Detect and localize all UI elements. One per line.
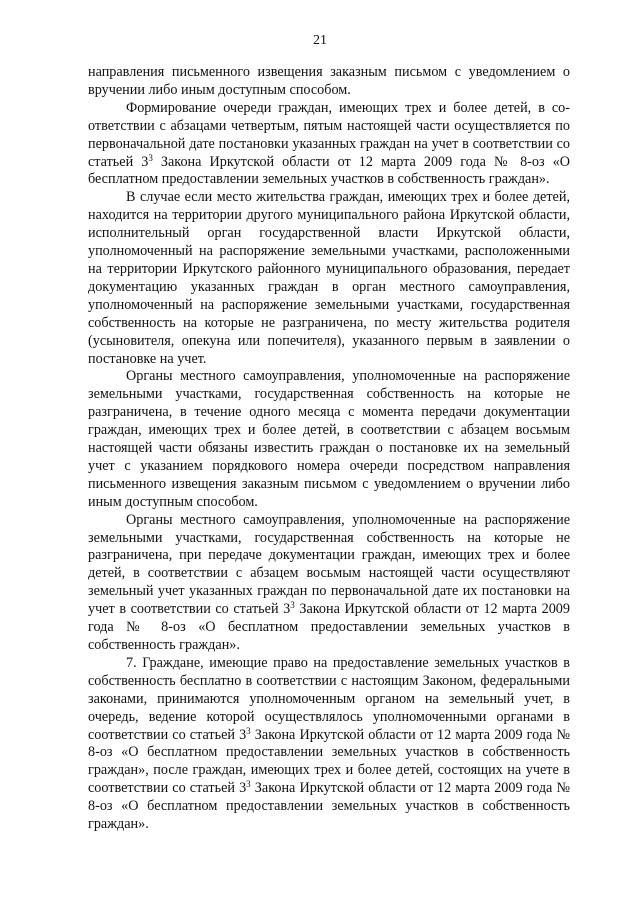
paragraph (88, 100, 570, 190)
paragraph (88, 189, 570, 368)
paragraph (88, 368, 570, 511)
paragraph-text: Закона Иркутской области от 12 марта 2009 года № 8-оз «О бесплатном предоставлении земельных участков в собственность граждан». (88, 780, 571, 833)
document-body (88, 64, 570, 834)
paragraph-text: Органы местного самоуправления, уполномоченные на распоряжение земельными участками, государственная собственность на которые не разграничена, при передаче документации граждан, имеющих трех и более детей, в соответствии с абзацем восьмым настоящей части осуществляют земельный учет указанных граждан по первоначальной дате их постановки на учет в соответствии со статьей 3 (88, 511, 570, 618)
paragraph-text: Формирование очереди граждан, имеющих трех и более детей, в соответствии с абзацами четвертым, пятым настоящей части осуществляется по первоначальной дате постановки указанных граждан на учет в соответствии со статьей 3 (88, 99, 570, 170)
paragraph (88, 64, 570, 100)
paragraph (88, 655, 570, 834)
superscript: 3 (290, 600, 295, 611)
paragraph (88, 512, 570, 655)
paragraph-text: В случае если место жительства граждан, имеющих трех и более детей, находится на территории другого муниципального района Иркутской области, исполнительный орган государственной власти Иркутской области, уполномоченный на распоряжение земельными участками, расположенными на территории Иркутского районного муниципального образования, передает документацию указанных граждан в орган местного самоуправления, уполномоченный на распоряжение земельными участками, государственная собственность на которые не разграничена, по месту жительства родителя (усыновителя, опекуна или попечителя), указанного первым в заявлении о постановке на учет. (88, 189, 570, 367)
paragraph-text: Закона Иркутской области от 12 марта 2009 года № 8-оз «О бесплатном предоставлении земельных участков в собственность граждан». (88, 601, 570, 653)
superscript: 3 (246, 725, 251, 736)
paragraph-text: Закона Иркутской области от 12 марта 2009 года № 8-оз «О бесплатном предоставлении земельных участков в собственность граждан», после граждан, имеющих трех и более детей, состоящих на учете в соответствии со статьей 3 (88, 726, 571, 797)
superscript: 3 (246, 779, 251, 790)
superscript: 3 (148, 152, 153, 163)
paragraph-text: направления письменного извещения заказным письмом с уведомлением о вручении либо иным доступным способом. (88, 64, 570, 98)
paragraph-text: Закона Иркутской области от 12 марта 2009 года № 8-оз «О бесплатном предоставлении земельных участков в собственность граждан». (88, 153, 570, 188)
page-number: 21 (313, 33, 327, 48)
paragraph-text: 7. Граждане, имеющие право на предоставление земельных участков в собственность бесплатно в соответствии с настоящим Законом, федеральными законами, принимаются уполномоченным органом на земельный учет, в очередь, ведение которой осуществлялось уполномоченными органами в соответствии со статьей 3 (88, 654, 570, 743)
paragraph-text: Органы местного самоуправления, уполномоченные на распоряжение земельными участками, государственная собственность на которые не разграничена, в течение одного месяца с момента передачи документации граждан, имеющих трех и более детей, в соответствии с абзацем восьмым настоящей части обязаны известить граждан о постановке их на земельный учет с указанием порядкового номера очереди посредством направления письменного извещения заказным письмом с уведомлением о вручении либо иным доступным способом. (88, 368, 570, 510)
